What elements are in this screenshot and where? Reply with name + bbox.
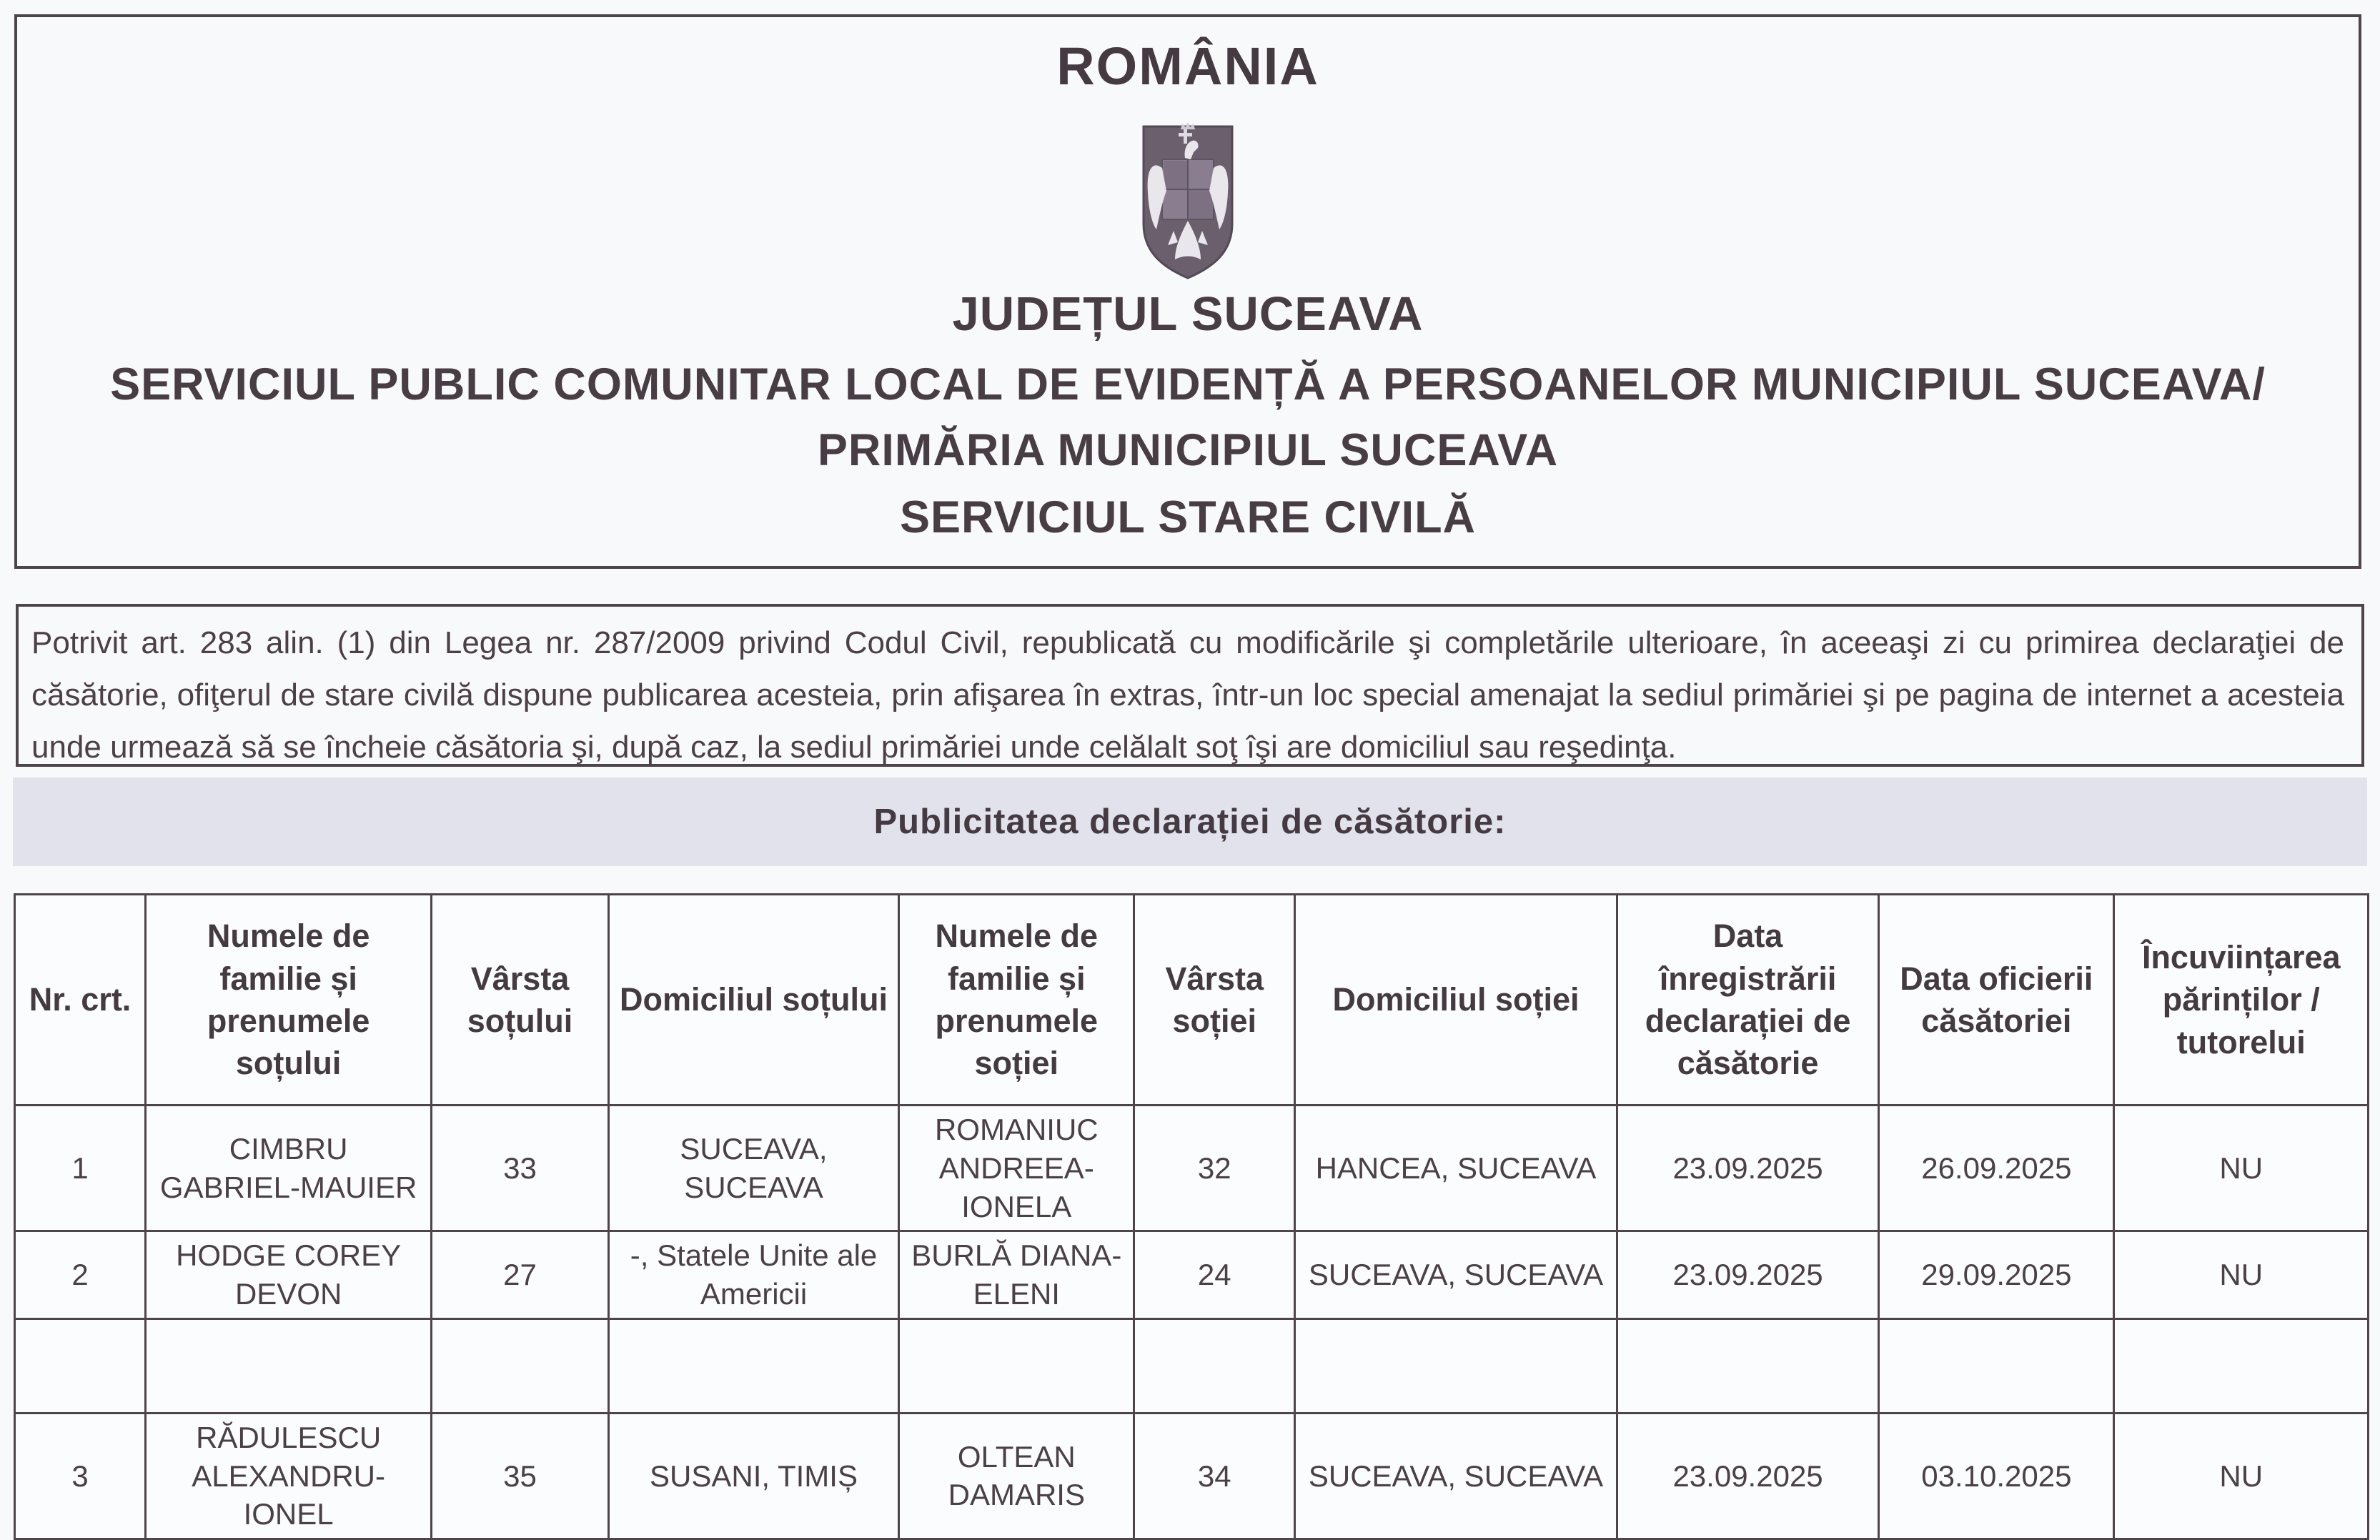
col-header-nume-sotie: Numele de familie și prenumele soției [899,895,1134,1106]
table-cell: 24 [1134,1231,1295,1319]
table-cell: RĂDULESCU ALEXANDRU-IONEL [146,1413,432,1539]
table-cell: SUCEAVA, SUCEAVA [1295,1413,1617,1539]
table-cell: 26.09.2025 [1879,1106,2114,1231]
table-cell: 35 [432,1413,609,1539]
table-header-row [15,895,2369,1106]
banner-title: Publicitatea declarației de căsătorie: [13,778,2367,866]
table-cell [608,1318,898,1413]
table-cell [1295,1318,1617,1413]
col-header-varsta-sotie: Vârsta soției [1134,895,1295,1106]
table-cell [432,1318,609,1413]
col-header-incuviintarea: Încuviințarea părinților / tutorelui [2114,895,2369,1106]
table-cell: ROMANIUC ANDREEA-IONELA [899,1106,1134,1231]
table-cell: 23.09.2025 [1617,1413,1878,1539]
table-cell: CIMBRU GABRIEL-MAUIER [146,1106,432,1231]
table-row-1 [15,1106,2369,1231]
table-cell [146,1318,432,1413]
table-cell [1134,1318,1295,1413]
table-cell [1879,1318,2114,1413]
table-cell: 27 [432,1231,609,1319]
table-row-empty [15,1318,2369,1413]
table-cell: SUCEAVA, SUCEAVA [608,1106,898,1231]
legal-notice: Potrivit art. 283 alin. (1) din Legea nr. 287/2009 privind Codul Civil, republicată cu modificările şi completările ulterioare, în aceeaşi zi cu primirea declaraţiei de căsătorie, ofiţerul de stare civilă dispune publicarea acesteia, prin afişarea în extras, într-un loc special amenajat la sediul primăriei şi pe pagina de internet a acesteia unde urmează să se încheie căsătoria şi, după caz, la sediul primăriei unde celălalt soţ îşi are domiciliul sau reşedinţa. [16,604,2364,767]
table-cell: HODGE COREY DEVON [146,1231,432,1319]
table-row-3 [15,1413,2369,1539]
table-cell [1617,1318,1878,1413]
col-header-nr-crt: Nr. crt. [15,895,146,1106]
table-cell: 23.09.2025 [1617,1231,1878,1319]
country-title: ROMÂNIA [1056,36,1319,96]
table-cell: 03.10.2025 [1879,1413,2114,1539]
table-cell: 1 [15,1106,146,1231]
table-cell: NU [2114,1231,2369,1319]
table-cell [15,1318,146,1413]
table-cell: SUSANI, TIMIȘ [608,1413,898,1539]
marriage-declarations-table [14,893,2369,1540]
col-header-domiciliu-sotie: Domiciliul soției [1295,895,1617,1106]
document-header [14,14,2361,569]
table-cell: 29.09.2025 [1879,1231,2114,1319]
org-line-2: PRIMĂRIA MUNICIPIUL SUCEAVA [817,425,1559,475]
col-header-varsta-sot: Vârsta soțului [432,895,609,1106]
table-cell [899,1318,1134,1413]
table-cell: 3 [15,1413,146,1539]
table-cell: SUCEAVA, SUCEAVA [1295,1231,1617,1319]
table-cell: HANCEA, SUCEAVA [1295,1106,1617,1231]
table-cell: OLTEAN DAMARIS [899,1413,1134,1539]
table-cell: NU [2114,1413,2369,1539]
table-cell: BURLĂ DIANA-ELENI [899,1231,1134,1319]
org-line-3: SERVICIUL STARE CIVILĂ [899,492,1477,542]
table-cell: NU [2114,1106,2369,1231]
col-header-data-inregistrarii: Data înregistrării declarației de căsătorie [1617,895,1878,1106]
romania-coat-of-arms-icon [1138,116,1238,282]
table-cell [2114,1318,2369,1413]
table-cell: 23.09.2025 [1617,1106,1878,1231]
table-row-2 [15,1231,2369,1319]
col-header-domiciliu-sot: Domiciliul soțului [608,895,898,1106]
table-cell: 2 [15,1231,146,1319]
table-cell: -, Statele Unite ale Americii [608,1231,898,1319]
col-header-nume-sot: Numele de familie și prenumele soțului [146,895,432,1106]
col-header-data-oficierii: Data oficierii căsătoriei [1879,895,2114,1106]
org-line-1: SERVICIUL PUBLIC COMUNITAR LOCAL DE EVIDENȚĂ A PERSOANELOR MUNICIPIUL SUCEAVA/ [110,359,2266,409]
county-title: JUDEȚUL SUCEAVA [952,287,1424,341]
table-cell: 34 [1134,1413,1295,1539]
table-cell: 32 [1134,1106,1295,1231]
table-cell: 33 [432,1106,609,1231]
